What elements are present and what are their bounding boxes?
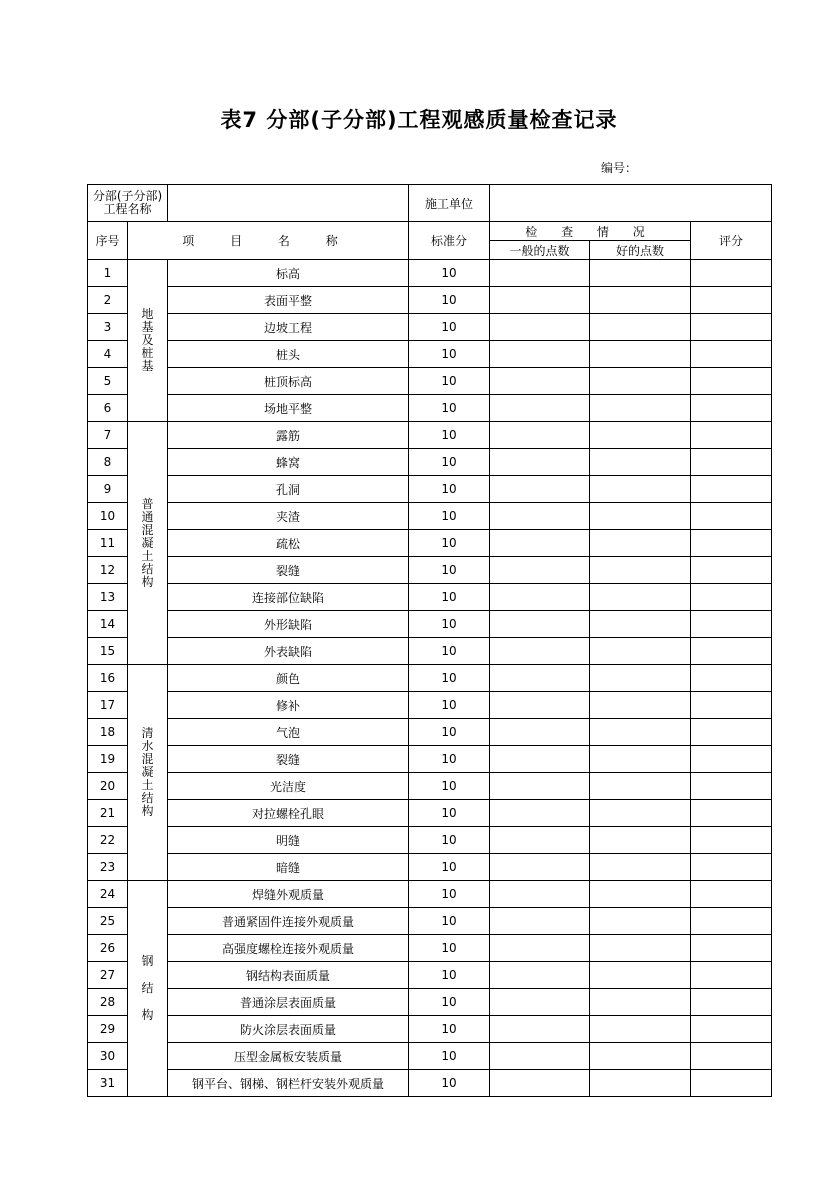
item-name: 修补 xyxy=(168,692,409,719)
item-name: 疏松 xyxy=(168,530,409,557)
table-row xyxy=(88,287,772,314)
header-row-columns xyxy=(88,222,772,241)
general-points-cell[interactable] xyxy=(490,962,590,989)
row-number: 27 xyxy=(88,962,128,989)
row-number: 9 xyxy=(88,476,128,503)
table-row xyxy=(88,449,772,476)
row-number: 23 xyxy=(88,854,128,881)
item-name: 气泡 xyxy=(168,719,409,746)
row-number: 19 xyxy=(88,746,128,773)
item-name: 防火涂层表面质量 xyxy=(168,1016,409,1043)
item-name: 光洁度 xyxy=(168,773,409,800)
category-label: 钢结构 xyxy=(141,954,154,1022)
table-row xyxy=(88,368,772,395)
item-name: 裂缝 xyxy=(168,746,409,773)
item-name: 标高 xyxy=(168,260,409,287)
standard-score: 10 xyxy=(409,638,490,665)
table-row xyxy=(88,746,772,773)
rating-cell[interactable] xyxy=(691,800,772,827)
good-points-cell[interactable] xyxy=(590,341,691,368)
row-number: 6 xyxy=(88,395,128,422)
item-name: 外形缺陷 xyxy=(168,611,409,638)
rating-cell[interactable] xyxy=(691,881,772,908)
rating-cell[interactable] xyxy=(691,530,772,557)
row-number: 16 xyxy=(88,665,128,692)
row-number: 24 xyxy=(88,881,128,908)
standard-score: 10 xyxy=(409,692,490,719)
standard-score: 10 xyxy=(409,449,490,476)
good-points-cell[interactable] xyxy=(590,989,691,1016)
good-points-cell[interactable] xyxy=(590,422,691,449)
item-name-header: 项 目 名 称 xyxy=(128,222,409,260)
table-row xyxy=(88,665,772,692)
good-points-cell[interactable] xyxy=(590,584,691,611)
standard-score: 10 xyxy=(409,422,490,449)
item-name: 钢结构表面质量 xyxy=(168,962,409,989)
standard-score-header: 标准分 xyxy=(409,222,490,260)
general-points-cell[interactable] xyxy=(490,476,590,503)
general-points-cell[interactable] xyxy=(490,881,590,908)
table-row xyxy=(88,692,772,719)
row-number: 21 xyxy=(88,800,128,827)
rating-header: 评分 xyxy=(691,222,772,260)
item-name: 高强度螺栓连接外观质量 xyxy=(168,935,409,962)
item-name: 裂缝 xyxy=(168,557,409,584)
good-points-cell[interactable] xyxy=(590,1070,691,1097)
item-name: 连接部位缺陷 xyxy=(168,584,409,611)
general-points-cell[interactable] xyxy=(490,800,590,827)
rating-cell[interactable] xyxy=(691,611,772,638)
standard-score: 10 xyxy=(409,989,490,1016)
standard-score: 10 xyxy=(409,908,490,935)
item-name: 明缝 xyxy=(168,827,409,854)
row-number: 10 xyxy=(88,503,128,530)
general-points-cell[interactable] xyxy=(490,935,590,962)
category-label: 普通混凝土结构 xyxy=(141,496,154,589)
row-number: 25 xyxy=(88,908,128,935)
table-row xyxy=(88,854,772,881)
general-points-cell[interactable] xyxy=(490,692,590,719)
inspection-record-table xyxy=(87,184,772,1097)
rating-cell[interactable] xyxy=(691,557,772,584)
good-points-cell[interactable] xyxy=(590,935,691,962)
general-points-cell[interactable] xyxy=(490,989,590,1016)
row-number: 11 xyxy=(88,530,128,557)
table-row xyxy=(88,476,772,503)
category-label: 清水混凝土结构 xyxy=(141,726,154,818)
row-number: 4 xyxy=(88,341,128,368)
general-points-cell[interactable] xyxy=(490,827,590,854)
rating-cell[interactable] xyxy=(691,422,772,449)
table-row xyxy=(88,1070,772,1097)
row-number: 1 xyxy=(88,260,128,287)
standard-score: 10 xyxy=(409,584,490,611)
general-points-cell[interactable] xyxy=(490,773,590,800)
good-points-cell[interactable] xyxy=(590,1016,691,1043)
item-name: 桩头 xyxy=(168,341,409,368)
good-points-cell[interactable] xyxy=(590,314,691,341)
general-points-header: 一般的点数 xyxy=(490,241,590,260)
good-points-cell[interactable] xyxy=(590,692,691,719)
good-points-cell[interactable] xyxy=(590,638,691,665)
general-points-cell[interactable] xyxy=(490,341,590,368)
row-number: 28 xyxy=(88,989,128,1016)
good-points-cell[interactable] xyxy=(590,503,691,530)
division-name-label: 分部(子分部) 工程名称 xyxy=(88,185,168,222)
good-points-cell[interactable] xyxy=(590,449,691,476)
table-row xyxy=(88,260,772,287)
rating-cell[interactable] xyxy=(691,1016,772,1043)
row-number: 5 xyxy=(88,368,128,395)
good-points-cell[interactable] xyxy=(590,746,691,773)
division-name-field[interactable] xyxy=(168,185,409,222)
item-name: 场地平整 xyxy=(168,395,409,422)
standard-score: 10 xyxy=(409,314,490,341)
good-points-cell[interactable] xyxy=(590,665,691,692)
rating-cell[interactable] xyxy=(691,260,772,287)
good-points-cell[interactable] xyxy=(590,530,691,557)
table-row xyxy=(88,935,772,962)
rating-cell[interactable] xyxy=(691,692,772,719)
standard-score: 10 xyxy=(409,719,490,746)
table-row xyxy=(88,881,772,908)
table-row xyxy=(88,530,772,557)
good-points-cell[interactable] xyxy=(590,368,691,395)
standard-score: 10 xyxy=(409,341,490,368)
table-row xyxy=(88,503,772,530)
standard-score: 10 xyxy=(409,260,490,287)
general-points-cell[interactable] xyxy=(490,908,590,935)
table-row xyxy=(88,773,772,800)
item-name: 外表缺陷 xyxy=(168,638,409,665)
general-points-cell[interactable] xyxy=(490,395,590,422)
rating-cell[interactable] xyxy=(691,1043,772,1070)
rating-cell[interactable] xyxy=(691,638,772,665)
category-label-cell xyxy=(128,881,168,1097)
construction-unit-field[interactable] xyxy=(490,185,772,222)
category-label-cell xyxy=(128,422,168,665)
row-number: 18 xyxy=(88,719,128,746)
standard-score: 10 xyxy=(409,746,490,773)
general-points-cell[interactable] xyxy=(490,530,590,557)
table-row xyxy=(88,800,772,827)
general-points-cell[interactable] xyxy=(490,422,590,449)
item-name: 孔洞 xyxy=(168,476,409,503)
item-name: 普通涂层表面质量 xyxy=(168,989,409,1016)
good-points-cell[interactable] xyxy=(590,719,691,746)
good-points-cell[interactable] xyxy=(590,287,691,314)
row-number: 3 xyxy=(88,314,128,341)
general-points-cell[interactable] xyxy=(490,314,590,341)
row-number: 8 xyxy=(88,449,128,476)
item-name: 焊缝外观质量 xyxy=(168,881,409,908)
category-label-cell xyxy=(128,665,168,881)
general-points-cell[interactable] xyxy=(490,611,590,638)
good-points-cell[interactable] xyxy=(590,881,691,908)
row-number: 29 xyxy=(88,1016,128,1043)
general-points-cell[interactable] xyxy=(490,1016,590,1043)
standard-score: 10 xyxy=(409,530,490,557)
general-points-cell[interactable] xyxy=(490,854,590,881)
rating-cell[interactable] xyxy=(691,1070,772,1097)
item-name: 夹渣 xyxy=(168,503,409,530)
row-number: 14 xyxy=(88,611,128,638)
table-row xyxy=(88,908,772,935)
standard-score: 10 xyxy=(409,368,490,395)
rating-cell[interactable] xyxy=(691,368,772,395)
general-points-cell[interactable] xyxy=(490,287,590,314)
rating-cell[interactable] xyxy=(691,935,772,962)
standard-score: 10 xyxy=(409,287,490,314)
general-points-cell[interactable] xyxy=(490,557,590,584)
item-name: 颜色 xyxy=(168,665,409,692)
standard-score: 10 xyxy=(409,1043,490,1070)
standard-score: 10 xyxy=(409,800,490,827)
good-points-cell[interactable] xyxy=(590,557,691,584)
general-points-cell[interactable] xyxy=(490,665,590,692)
good-points-cell[interactable] xyxy=(590,611,691,638)
table-row xyxy=(88,719,772,746)
good-points-cell[interactable] xyxy=(590,962,691,989)
standard-score: 10 xyxy=(409,962,490,989)
good-points-cell[interactable] xyxy=(590,476,691,503)
standard-score: 10 xyxy=(409,854,490,881)
item-name: 钢平台、钢梯、钢栏杆安装外观质量 xyxy=(168,1070,409,1097)
standard-score: 10 xyxy=(409,827,490,854)
table-row xyxy=(88,422,772,449)
standard-score: 10 xyxy=(409,611,490,638)
row-number: 17 xyxy=(88,692,128,719)
item-name: 表面平整 xyxy=(168,287,409,314)
rating-cell[interactable] xyxy=(691,341,772,368)
good-points-cell[interactable] xyxy=(590,773,691,800)
row-number: 2 xyxy=(88,287,128,314)
item-name: 普通紧固件连接外观质量 xyxy=(168,908,409,935)
good-points-cell[interactable] xyxy=(590,908,691,935)
category-label: 地基及桩基 xyxy=(141,307,154,373)
rating-cell[interactable] xyxy=(691,908,772,935)
rating-cell[interactable] xyxy=(691,773,772,800)
good-points-cell[interactable] xyxy=(590,800,691,827)
table-row xyxy=(88,395,772,422)
standard-score: 10 xyxy=(409,665,490,692)
standard-score: 10 xyxy=(409,503,490,530)
general-points-cell[interactable] xyxy=(490,584,590,611)
rating-cell[interactable] xyxy=(691,827,772,854)
standard-score: 10 xyxy=(409,557,490,584)
page-title: 表7 分部(子分部)工程观感质量检查记录 xyxy=(220,108,618,132)
table-row xyxy=(88,1016,772,1043)
table-row xyxy=(88,638,772,665)
row-number: 13 xyxy=(88,584,128,611)
rating-cell[interactable] xyxy=(691,449,772,476)
table-row xyxy=(88,962,772,989)
table-row xyxy=(88,1043,772,1070)
general-points-cell[interactable] xyxy=(490,368,590,395)
general-points-cell[interactable] xyxy=(490,1070,590,1097)
standard-score: 10 xyxy=(409,395,490,422)
item-name: 压型金属板安装质量 xyxy=(168,1043,409,1070)
rating-cell[interactable] xyxy=(691,476,772,503)
rating-cell[interactable] xyxy=(691,962,772,989)
general-points-cell[interactable] xyxy=(490,1043,590,1070)
general-points-cell[interactable] xyxy=(490,449,590,476)
table-row xyxy=(88,341,772,368)
item-name: 暗缝 xyxy=(168,854,409,881)
good-points-cell[interactable] xyxy=(590,1043,691,1070)
good-points-cell[interactable] xyxy=(590,854,691,881)
good-points-cell[interactable] xyxy=(590,395,691,422)
item-name: 桩顶标高 xyxy=(168,368,409,395)
rating-cell[interactable] xyxy=(691,584,772,611)
row-number: 7 xyxy=(88,422,128,449)
item-name: 对拉螺栓孔眼 xyxy=(168,800,409,827)
row-number: 31 xyxy=(88,1070,128,1097)
general-points-cell[interactable] xyxy=(490,719,590,746)
seq-header: 序号 xyxy=(88,222,128,260)
table-row xyxy=(88,611,772,638)
item-name: 边坡工程 xyxy=(168,314,409,341)
row-number: 20 xyxy=(88,773,128,800)
rating-cell[interactable] xyxy=(691,746,772,773)
general-points-cell[interactable] xyxy=(490,260,590,287)
row-number: 15 xyxy=(88,638,128,665)
table-row xyxy=(88,989,772,1016)
row-number: 26 xyxy=(88,935,128,962)
construction-unit-label: 施工单位 xyxy=(409,185,490,222)
table-row xyxy=(88,314,772,341)
standard-score: 10 xyxy=(409,773,490,800)
row-number: 30 xyxy=(88,1043,128,1070)
record-number-label: 编号： xyxy=(601,161,638,175)
row-number: 12 xyxy=(88,557,128,584)
rating-cell[interactable] xyxy=(691,287,772,314)
good-points-cell[interactable] xyxy=(590,827,691,854)
general-points-cell[interactable] xyxy=(490,638,590,665)
general-points-cell[interactable] xyxy=(490,746,590,773)
rating-cell[interactable] xyxy=(691,989,772,1016)
standard-score: 10 xyxy=(409,1070,490,1097)
rating-cell[interactable] xyxy=(691,719,772,746)
table-row xyxy=(88,827,772,854)
rating-cell[interactable] xyxy=(691,503,772,530)
rating-cell[interactable] xyxy=(691,665,772,692)
rating-cell[interactable] xyxy=(691,854,772,881)
general-points-cell[interactable] xyxy=(490,503,590,530)
rating-cell[interactable] xyxy=(691,395,772,422)
standard-score: 10 xyxy=(409,476,490,503)
table-row xyxy=(88,557,772,584)
standard-score: 10 xyxy=(409,1016,490,1043)
good-points-header: 好的点数 xyxy=(590,241,691,260)
item-name: 蜂窝 xyxy=(168,449,409,476)
inspection-header: 检 查 情 况 xyxy=(490,222,691,241)
table-row xyxy=(88,584,772,611)
rating-cell[interactable] xyxy=(691,314,772,341)
item-name: 露筋 xyxy=(168,422,409,449)
header-row-project xyxy=(88,185,772,222)
standard-score: 10 xyxy=(409,935,490,962)
good-points-cell[interactable] xyxy=(590,260,691,287)
standard-score: 10 xyxy=(409,881,490,908)
row-number: 22 xyxy=(88,827,128,854)
category-label-cell xyxy=(128,260,168,422)
